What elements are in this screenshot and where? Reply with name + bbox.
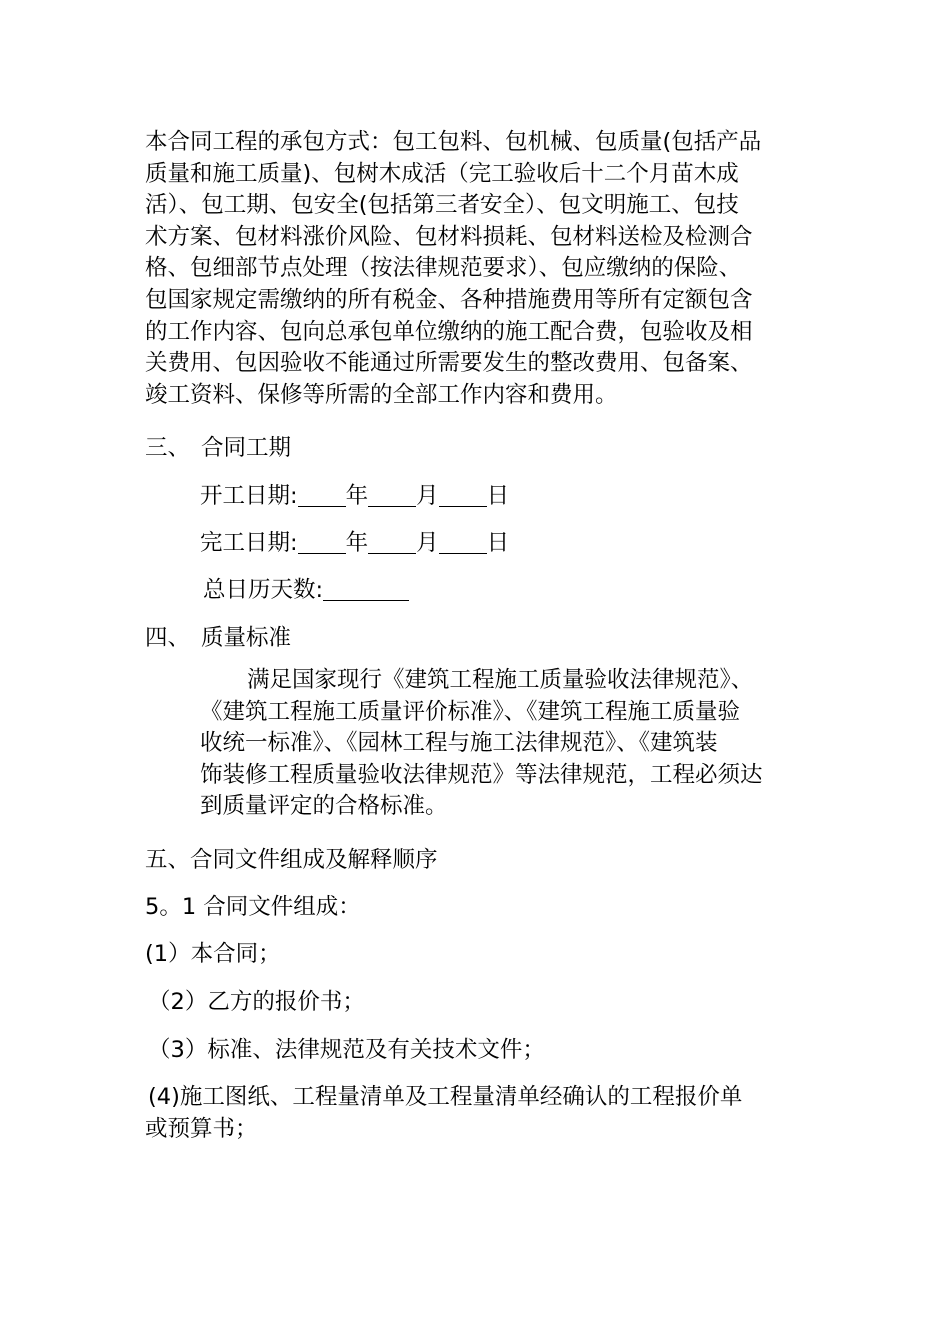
section-title: 合同工期 bbox=[201, 435, 292, 461]
paragraph-line: 术方案、包材料涨价风险、包材料损耗、包材料送检及检测合 bbox=[145, 223, 753, 250]
year-label: 年 bbox=[345, 530, 369, 556]
section-5-heading: 五、合同文件组成及解释顺序 bbox=[145, 847, 438, 873]
paragraph-line: 活）、包工期、包安全(包括第三者安全）、包文明施工、包技 bbox=[145, 192, 739, 219]
paragraph-line: 《建筑工程施工质量评价标准》、《建筑工程施工质量验 bbox=[200, 698, 741, 725]
paragraph-line: 的工作内容、包向总承包单位缴纳的施工配合费，包验收及相 bbox=[145, 318, 753, 345]
blank-field bbox=[298, 484, 346, 507]
document-item-2: （2）乙方的报价书； bbox=[148, 989, 365, 1015]
paragraph-line: 收统一标准》、《园林工程与施工法律规范》、《建筑装 bbox=[200, 730, 718, 757]
start-date-line bbox=[200, 478, 509, 510]
end-date-line bbox=[200, 525, 509, 557]
blank-field bbox=[368, 484, 416, 507]
end-date-label: 完工日期: bbox=[200, 530, 298, 556]
paragraph-line: 竣工资料、保修等所需的全部工作内容和费用。 bbox=[145, 381, 618, 408]
start-date-label: 开工日期: bbox=[200, 483, 298, 509]
blank-field bbox=[323, 578, 409, 601]
section-3-heading bbox=[145, 430, 291, 462]
paragraph-line: 质量和施工质量)、包树木成活（完工验收后十二个月苗木成 bbox=[145, 160, 739, 187]
blank-field bbox=[298, 531, 346, 554]
month-label: 月 bbox=[416, 530, 439, 556]
blank-field bbox=[368, 531, 416, 554]
subsection-5-1-heading: 5。1 合同文件组成： bbox=[145, 894, 361, 920]
paragraph-line: 格、包细部节点处理（按法律规范要求）、包应缴纳的保险、 bbox=[145, 255, 742, 282]
document-item-1: (1）本合同； bbox=[145, 941, 281, 967]
section-number: 四、 bbox=[145, 625, 191, 651]
paragraph-line: 包国家规定需缴纳的所有税金、各种措施费用等所有定额包含 bbox=[145, 286, 753, 313]
document-item-3: （3）标准、法律规范及有关技术文件； bbox=[148, 1037, 545, 1063]
total-days-label: 总日历天数: bbox=[203, 577, 324, 603]
day-label: 日 bbox=[486, 483, 510, 509]
paragraph-line: 饰装修工程质量验收法律规范》等法律规范，工程必须达 bbox=[200, 761, 763, 788]
year-label: 年 bbox=[345, 483, 369, 509]
section-title: 质量标准 bbox=[201, 625, 292, 651]
blank-field bbox=[439, 531, 487, 554]
paragraph-line: 到质量评定的合格标准。 bbox=[200, 793, 448, 820]
total-days-line bbox=[203, 572, 409, 604]
day-label: 日 bbox=[486, 530, 510, 556]
document-item-4: (4)施工图纸、工程量清单及工程量清单经确认的工程报价单 bbox=[148, 1084, 743, 1110]
contract-scope-paragraph bbox=[145, 127, 805, 411]
quality-standard-paragraph bbox=[200, 665, 805, 823]
paragraph-line: 满足国家现行《建筑工程施工质量验收法律规范》、 bbox=[247, 667, 754, 693]
paragraph-line: 本合同工程的承包方式：包工包料、包机械、包质量(包括产品 bbox=[145, 129, 762, 155]
month-label: 月 bbox=[416, 483, 439, 509]
paragraph-line: 关费用、包因验收不能通过所需要发生的整改费用、包备案、 bbox=[145, 350, 753, 377]
section-4-heading bbox=[145, 620, 291, 652]
section-number: 三、 bbox=[145, 435, 191, 461]
document-item-4-continued: 或预算书； bbox=[145, 1116, 258, 1142]
blank-field bbox=[439, 484, 487, 507]
